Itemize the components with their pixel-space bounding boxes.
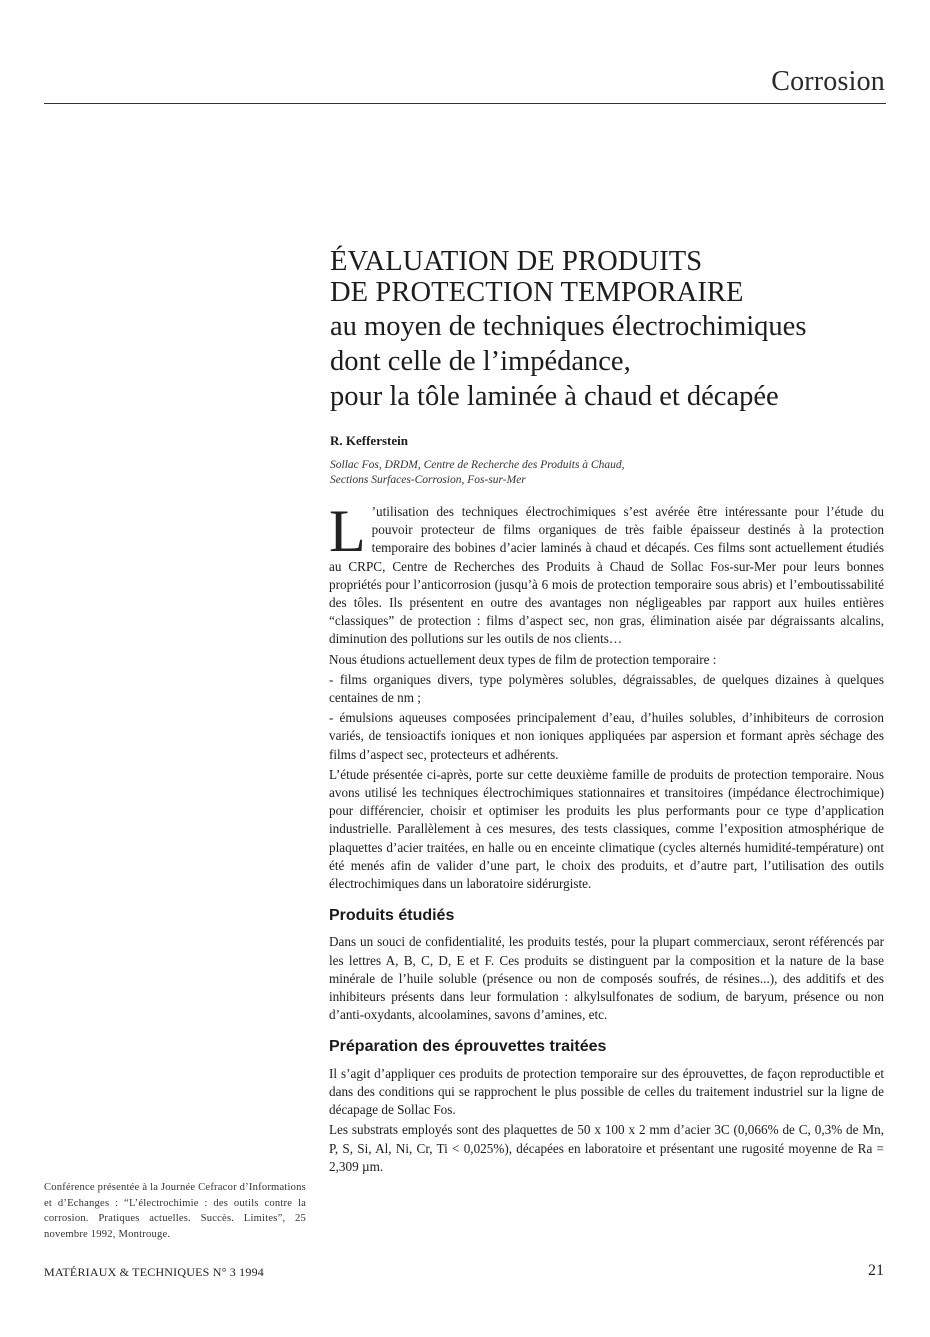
title-line-1: ÉVALUATION DE PRODUITS <box>330 246 703 277</box>
subtitle-line-3: pour la tôle laminée à chaud et décapée <box>330 381 779 412</box>
intro-paragraph <box>329 498 884 649</box>
paragraph-substrates: Les substrats employés sont des plaquettes de 50 x 100 x 2 mm d’acier 3C (0,066% de C, 0,3% de Mn, P, S, Si, Al, Ni, Cr, Ti < 0,025%), décapées en laboratoire et présentant une rugosité moyenne de Ra = 2,309 µm. <box>329 1122 884 1174</box>
paragraph-preparation: Il s’agit d’appliquer ces produits de protection temporaire sur des éprouvettes, de façon reproductible et dans des conditions qui se rapprochent le plus possible de celles du traitement industriel sur la ligne de décapage de Sollac Fos. <box>329 1065 884 1118</box>
intro-text: ’utilisation des techniques électrochimiques s’est avérée être intéressante pour l’étude du pouvoir protecteur de films organiques de très faible épaisseur destinés à la protection temporaire des bobines d’acier laminés à chaud et décapés. Ces films sont actuellement étudiés au CRPC, Centre de Recherches des Produits à Chaud de Sollac Fos-sur-Mer pour leurs bonnes propriétés pour l’anticorrosion (jusqu’à 6 mois de protection temporaire sous abris) et l’emboutissabilité des tôles. Ils présentent en outre des avantages non négligeables par rapport aux huiles entières “classiques” de protection : films d’aspect sec, non gras, élimination aisée par dégraissants alcalins, diminution des pollutions sur les outils de nos clients… <box>329 504 884 647</box>
affiliation-line-1: Sollac Fos, DRDM, Centre de Recherche des Produits à Chaud, <box>330 459 625 471</box>
journal-footer: MATÉRIAUX & TECHNIQUES N° 3 1994 <box>44 1265 264 1279</box>
conference-footnote: Conférence présentée à la Journée Cefracor d’Informations et d’Echanges : “L’électrochimie : des outils contre la corrosion. Pratiques actuelles. Succès. Limites”, 25 novembre 1992, Montrouge. <box>44 1182 306 1240</box>
author-affiliation <box>330 458 850 487</box>
section-header: Corrosion <box>771 66 885 97</box>
article-title <box>330 246 890 413</box>
affiliation-line-2: Sections Surfaces-Corrosion, Fos-sur-Mer <box>330 473 526 486</box>
list-item-organic-films: - films organiques divers, type polymères solubles, dégraissables, de quelques dizaines à quelques centaines de nm ; <box>329 671 884 706</box>
paragraph-types: Nous étudions actuellement deux types de film de protection temporaire : <box>329 651 717 667</box>
subtitle-line-2: dont celle de l’impédance, <box>330 346 631 377</box>
section-heading-preparation: Préparation des éprouvettes traitées <box>329 1038 607 1056</box>
subtitle-line-1: au moyen de techniques électrochimiques <box>330 311 807 342</box>
header-rule <box>44 103 886 104</box>
author-name: R. Kefferstein <box>330 433 408 448</box>
title-line-2: DE PROTECTION TEMPORAIRE <box>330 277 744 308</box>
page-number: 21 <box>868 1262 884 1279</box>
section-heading-products: Produits étudiés <box>329 907 455 925</box>
paragraph-study: L’étude présentée ci-après, porte sur cette deuxième famille de produits de protection temporaire. Nous avons utilisé les techniques électrochimiques stationnaires et transitoires (impédance électrochimique) pour différencier, choisir et optimiser les produits les plus performants pour ce type d’application industrielle. Parallèlement à ces mesures, des tests classiques, comme l’exposition atmosphérique de plaquettes d’acier traitées, en halle ou en enceinte climatique (cycles alternés humidité-température) ont été menés afin de valider d’une part, le choix des produits, et d’autre part, l’utilisation des outils électrochimiques dans un laboratoire sidérurgiste. <box>329 766 884 892</box>
article-body <box>329 498 884 1178</box>
list-item-emulsions: - émulsions aqueuses composées principalement d’eau, d’huiles solubles, d’inhibiteurs de corrosion variés, de tensioactifs ioniques et non ioniques appliquées par aspersion et formant après séchage des films d’aspect sec, protecteurs et adhérents. <box>329 710 884 762</box>
drop-cap: L <box>329 498 366 564</box>
paragraph-products: Dans un souci de confidentialité, les produits testés, pour la plupart commerciaux, seront référencés par les lettres A, B, C, D, E et F. Ces produits se distinguent par la composition et la nature de la base minérale de l’huile soluble (présence ou non de composés soufrés, de résines...), des additifs et des inhibiteurs présents dans leur formulation : alkylsulfonates de sodium, de baryum, présence ou non d’anti-oxydants, alcoolamines, savons d’amines, etc. <box>329 934 884 1023</box>
